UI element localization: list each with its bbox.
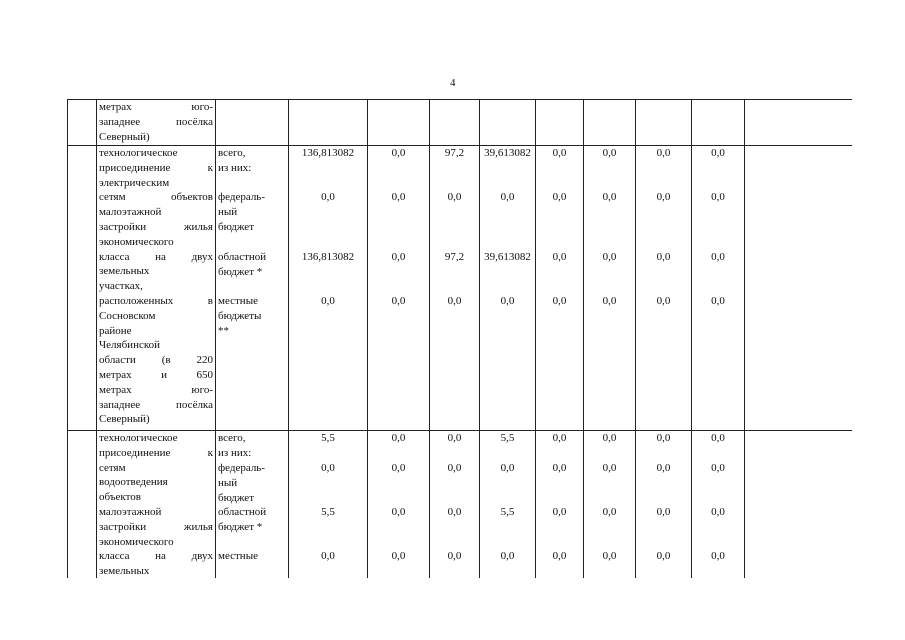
amount-value: 0,0 [711,462,725,474]
value-cell [430,431,480,579]
amount-value: 0,0 [656,147,671,159]
amount-value: 5,5 [321,506,335,518]
funding-source-label: всего, из них: [218,432,252,459]
amount-value: 97,2 [444,251,465,263]
description-line: Сосновском [99,309,156,322]
amount-value: 0,0 [447,432,462,444]
funding-source-label: всего, из них: [218,147,252,174]
value-cell [289,146,368,431]
amount-value: 39,613082 [484,251,531,263]
amount-value: 0,0 [552,462,567,474]
amount-value: 0,0 [602,191,617,203]
amount-value: 0,0 [711,295,725,307]
value-cell [289,431,368,579]
funding-source-label: местные [218,550,258,562]
description-line: земельных [99,265,150,278]
value-cell [636,100,692,146]
value-cell [289,100,368,146]
amount-value: 0,0 [656,191,671,203]
amount-value: 0,0 [321,191,335,203]
amount-value: 0,0 [500,191,515,203]
amount-value: 0,0 [602,506,617,518]
value-cell [368,100,430,146]
description-line: сетям объектов [99,191,213,204]
amount-value: 0,0 [711,147,725,159]
amount-value: 0,0 [552,432,567,444]
value-cell [430,146,480,431]
amount-value: 0,0 [500,550,515,562]
table-row [68,431,853,579]
amount-value: 0,0 [656,550,671,562]
description-line: технологическое [99,147,178,159]
page-number: 4 [450,77,456,89]
budget-table-wrapper [67,99,852,578]
amount-value: 39,613082 [484,147,531,159]
value-cell [536,431,584,579]
source-cell [216,146,289,431]
source-cell [216,431,289,579]
description-line: Северный) [99,130,150,143]
notes-cell [745,100,853,146]
amount-value: 0,0 [552,550,567,562]
value-cell [536,100,584,146]
amount-value: 0,0 [602,295,617,307]
amount-value: 136,813082 [301,251,355,263]
amount-value: 0,0 [552,295,567,307]
amount-value: 0,0 [711,191,725,203]
table-row [68,146,853,431]
description-line: метрах и 650 [99,368,213,381]
amount-value: 0,0 [602,462,617,474]
value-cell [584,100,636,146]
amount-value: 5,5 [321,432,335,444]
funding-source-label: федераль- ный бюджет [218,462,265,504]
amount-value: 0,0 [391,462,406,474]
description-line: участках, [99,280,143,293]
value-cell [636,431,692,579]
amount-value: 0,0 [711,506,725,518]
funding-source-label: федераль- ный бюджет [218,191,265,233]
amount-value: 0,0 [321,462,335,474]
description-line: западнее посёлка [99,115,213,128]
description-line: экономического [99,535,174,548]
amount-value: 0,0 [552,191,567,203]
description-line: малоэтажной [99,505,162,518]
amount-value: 0,0 [602,251,617,263]
notes-cell [745,431,853,579]
value-cell [692,431,745,579]
amount-value: 0,0 [711,251,725,263]
amount-value: 0,0 [321,295,335,307]
amount-value: 136,813082 [301,147,355,159]
funding-source-label: местные бюджеты ** [218,295,262,337]
description-line: западнее посёлка [99,398,213,411]
amount-value: 0,0 [711,550,725,562]
amount-value: 0,0 [656,432,671,444]
amount-value: 0,0 [500,462,515,474]
amount-value: 0,0 [656,251,671,263]
description-line: технологическое [99,432,178,444]
description-line: земельных [99,565,150,578]
description-line: застройки жилья [99,220,213,233]
row-index-cell [68,431,97,579]
source-cell [216,100,289,146]
description-line: застройки жилья [99,520,213,533]
description-line: метрах юго- [99,101,213,113]
description-line: расположенных в [99,294,213,307]
amount-value: 0,0 [656,462,671,474]
amount-value: 0,0 [391,432,406,444]
value-cell [480,146,536,431]
amount-value: 0,0 [391,295,406,307]
value-cell [584,431,636,579]
amount-value: 0,0 [656,295,671,307]
amount-value: 0,0 [552,251,567,263]
value-cell [480,431,536,579]
row-index-cell [68,100,97,146]
description-line: класса на двух [99,550,213,563]
amount-value: 0,0 [447,506,462,518]
description-cell [97,100,216,146]
amount-value: 0,0 [391,147,406,159]
value-cell [368,146,430,431]
description-line: объектов [99,491,141,504]
amount-value: 0,0 [602,147,617,159]
notes-cell [745,146,853,431]
amount-value: 0,0 [602,432,617,444]
description-line: электрическим [99,176,170,189]
value-cell [692,100,745,146]
description-line: малоэтажной [99,206,162,219]
amount-value: 97,2 [444,147,465,159]
funding-source-label: областной бюджет * [218,506,267,533]
amount-value: 0,0 [656,506,671,518]
amount-value: 0,0 [447,550,462,562]
value-cell [692,146,745,431]
amount-value: 0,0 [500,295,515,307]
funding-source-label: областной бюджет * [218,251,267,278]
description-cell [97,146,216,431]
value-cell [368,431,430,579]
description-line: Северный) [99,413,150,426]
description-cell [97,431,216,579]
amount-value: 0,0 [391,191,406,203]
amount-value: 0,0 [391,251,406,263]
amount-value: 0,0 [391,506,406,518]
amount-value: 0,0 [447,462,462,474]
amount-value: 0,0 [391,550,406,562]
amount-value: 0,0 [447,191,462,203]
description-line: метрах юго- [99,383,213,396]
description-line: сетям [99,461,126,474]
amount-value: 0,0 [321,550,335,562]
value-cell [536,146,584,431]
value-cell [480,100,536,146]
amount-value: 0,0 [711,432,725,444]
description-line: Челябинской [99,339,161,352]
value-cell [584,146,636,431]
budget-table [67,99,852,578]
amount-value: 5,5 [500,432,515,444]
description-line: водоотведения [99,476,168,489]
amount-value: 0,0 [602,550,617,562]
description-line: области (в 220 [99,354,213,367]
description-line: класса на двух [99,250,213,263]
description-line: экономического [99,235,174,248]
value-cell [430,100,480,146]
amount-value: 0,0 [552,147,567,159]
table-row [68,100,853,146]
description-line: присоединение к [99,446,213,459]
amount-value: 5,5 [500,506,515,518]
amount-value: 0,0 [552,506,567,518]
description-line: присоединение к [99,161,213,174]
row-index-cell [68,146,97,431]
value-cell [636,146,692,431]
description-line: районе [99,324,132,337]
amount-value: 0,0 [447,295,462,307]
